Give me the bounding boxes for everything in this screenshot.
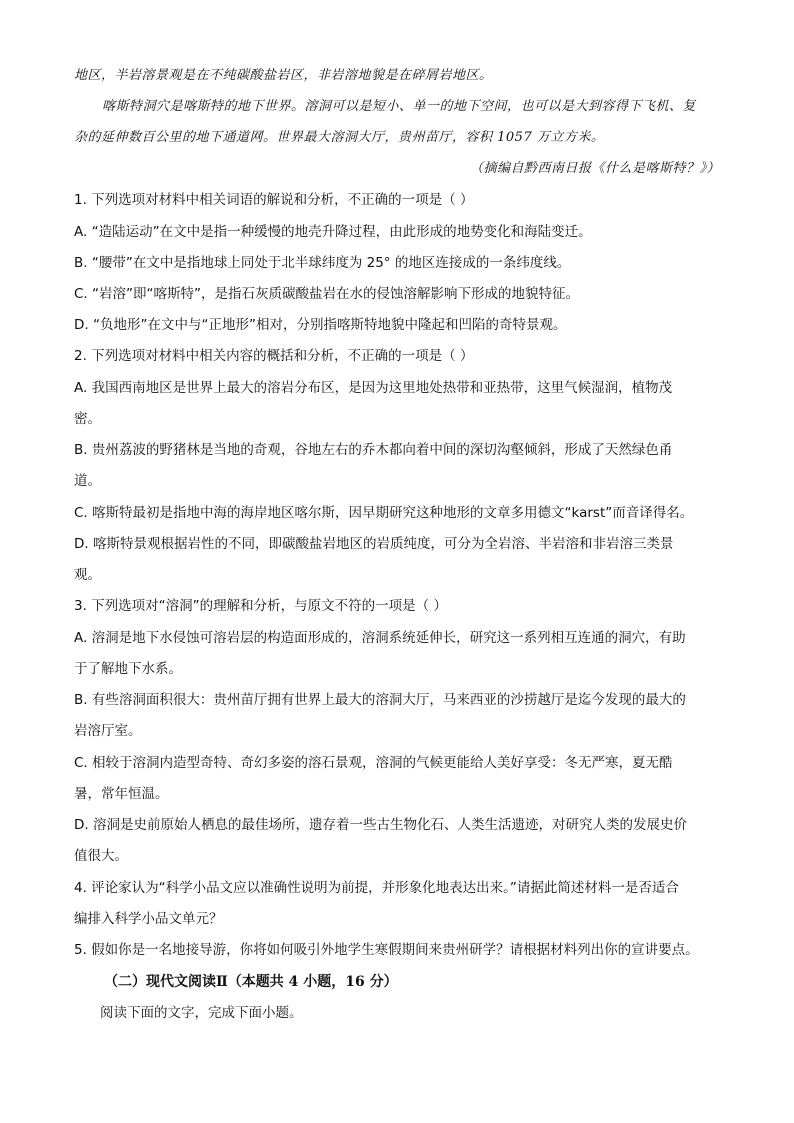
question-1-option-a: A. “造陆运动”在文中是指一种缓慢的地壳升降过程，由此形成的地势变化和海陆变迁。 (74, 224, 592, 240)
question-1-option-c: C. “岩溶”即“喀斯特”，是指石灰质碳酸盐岩在水的侵蚀溶解影响下形成的地貌特征。 (74, 286, 579, 302)
question-2-stem: 2. 下列选项对材料中相关内容的概括和分析，不正确的一项是（ ） (74, 348, 474, 364)
question-2-option-a: A. 我国西南地区是世界上最大的溶岩分布区，是因为这里地处热带和亚热带，这里气候湿润，植物茂 (74, 380, 673, 396)
question-2-option-d: D. 喀斯特景观根据岩性的不同，即碳酸盐岩地区的岩质纯度，可分为全岩溶、半岩溶和非岩溶三类景 (74, 536, 674, 552)
question-2-option-c: C. 喀斯特最初是指地中海的海岸地区喀尔斯，因早期研究这种地形的文章多用德文“karst”而音译得名。 (74, 505, 694, 521)
question-1-option-b: B. “腰带”在文中是指地球上同处于北半球纬度为 25° 的地区连接成的一条纬度线。 (74, 255, 571, 271)
question-3-option-c-cont: 暑，常年恒温。 (74, 786, 169, 802)
question-3-option-a-cont: 于了解地下水系。 (74, 661, 182, 677)
question-2-option-a-cont: 密。 (74, 411, 101, 427)
question-3-option-d-cont: 值很大。 (74, 848, 128, 864)
question-2-option-d-cont: 观。 (74, 567, 101, 583)
question-2-option-b: B. 贵州荔波的野猪林是当地的奇观，谷地左右的乔木都向着中间的深切沟壑倾斜，形成了天然绿色甬 (74, 442, 673, 458)
passage-paragraph: 杂的延伸数百公里的地下通道网。世界最大溶洞大厅，贵州苗厅，容积 1057 万立方米。 (74, 130, 605, 145)
passage-paragraph-tail: 地区，半岩溶景观是在不纯碳酸盐岩区，非岩溶地貌是在碎屑岩地区。 (74, 68, 493, 83)
question-3-option-b-cont: 岩溶厅室。 (74, 723, 142, 739)
question-4-stem-cont: 编排入科学小品文单元？ (74, 911, 223, 927)
question-3-stem: 3. 下列选项对“溶洞”的理解和分析，与原文不符的一项是（ ） (74, 598, 447, 614)
question-3-option-d: D. 溶洞是史前原始人栖息的最佳场所，遗存着一些古生物化石、人类生活遗迹，对研究人类的发展史价 (74, 817, 687, 833)
question-3-option-b: B. 有些溶洞面积很大：贵州苗厅拥有世界上最大的溶洞大厅，马来西亚的沙捞越厅是迄今发现的最大的 (74, 692, 686, 708)
question-1-option-d: D. “负地形”在文中与“正地形”相对，分别指喀斯特地貌中隆起和凹陷的奇特景观。 (74, 317, 567, 333)
section-heading: （二）现代文阅读Ⅱ（本题共 4 小题，16 分） (104, 974, 398, 990)
question-3-option-a: A. 溶洞是地下水侵蚀可溶岩层的构造面形成的，溶洞系统延伸长，研究这一系列相互连通的洞穴，有助 (74, 630, 686, 646)
question-1-stem: 1. 下列选项对材料中相关词语的解说和分析，不正确的一项是（ ） (74, 192, 474, 208)
passage-source: （摘编自黔西南日报《什么是喀斯特？》） (470, 161, 721, 176)
section-instruction: 阅读下面的文字，完成下面小题。 (100, 1005, 303, 1021)
question-4-stem: 4. 评论家认为“科学小品文应以准确性说明为前提，并形象化地表达出来。”请据此简述材料一是否适合 (74, 880, 679, 896)
passage-paragraph: 喀斯特洞穴是喀斯特的地下世界。溶洞可以是短小、单一的地下空间，也可以是大到容得下飞机、复 (102, 99, 697, 114)
question-5-stem: 5. 假如你是一名地接导游，你将如何吸引外地学生寒假期间来贵州研学？请根据材料列出你的宣讲要点。 (74, 942, 699, 958)
question-3-option-c: C. 相较于溶洞内造型奇特、奇幻多姿的溶石景观，溶洞的气候更能给人美好享受：冬无严寒，夏无酷 (74, 755, 673, 771)
question-2-option-b-cont: 道。 (74, 473, 101, 489)
